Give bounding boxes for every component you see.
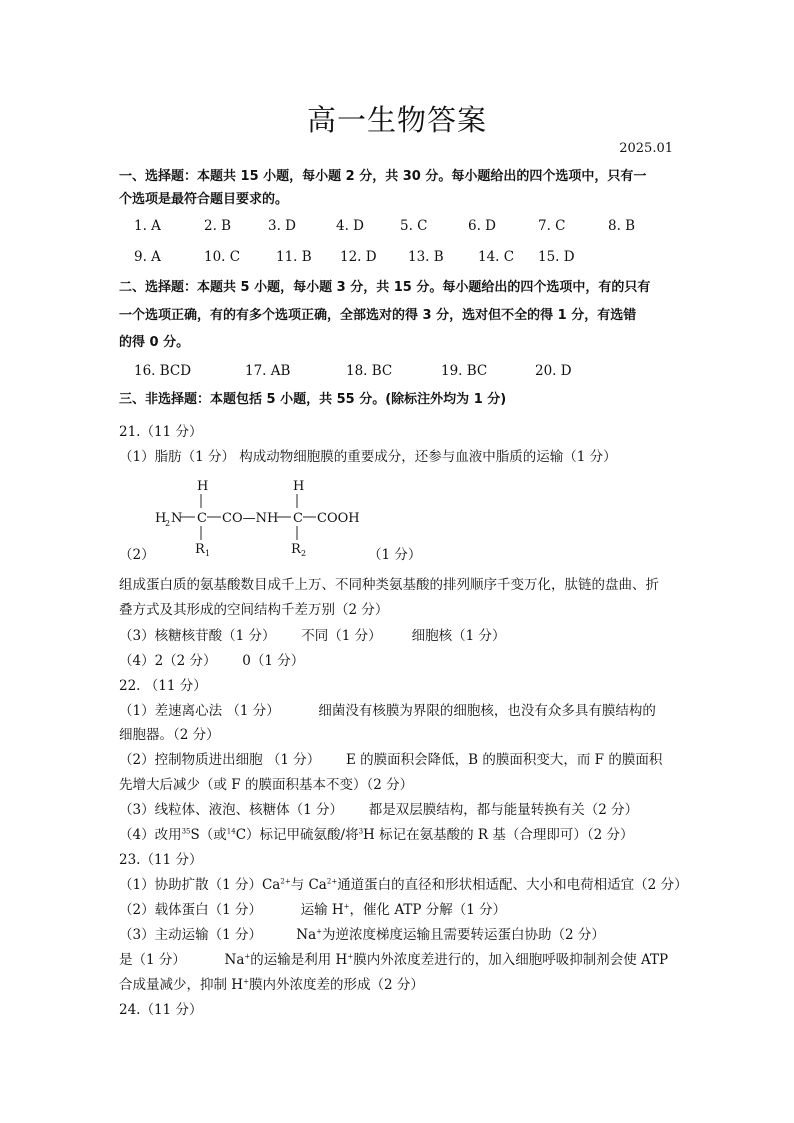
q22-part2b: 先增大后减少（或 F 的膜面积基本不变）（2 分） [119, 777, 414, 793]
answer-item: 13. B [408, 249, 444, 265]
q22-part1a: （1）差速离心法 （1 分） 细菌没有核膜为界限的细胞核，也没有众多具有膜结构的 [119, 703, 656, 719]
q23-part4a: 是（1 分） Na+的运输是利用 H+膜内外浓度差进行的，加入细胞呼吸抑制剂会使 ATP [119, 952, 669, 968]
answer-item: 7. C [538, 218, 566, 234]
q21-header: 21.（11 分） [119, 424, 203, 440]
q21-part2-text2: 叠方式及其形成的空间结构千差万别（2 分） [119, 602, 389, 618]
answer-item: 17. AB [245, 363, 291, 379]
dipeptide-structural-formula [150, 470, 390, 570]
answer-item: 20. D [535, 363, 572, 379]
exam-date: 2025.01 [619, 141, 673, 156]
answer-item: 9. A [134, 249, 161, 265]
section1-heading-line2: 个选项是最符合题目要求的。 [119, 192, 289, 207]
answer-item: 15. D [538, 249, 575, 265]
q23-part3: （3）主动运输（1 分） Na+为逆浓度梯度运输且需要转运蛋白协助（2 分） [119, 927, 605, 943]
formula-h: H [155, 511, 167, 526]
q22-part3: （3）线粒体、液泡、核糖体（1 分） 都是双层膜结构，都与能量转换有关（2 分） [119, 802, 639, 818]
formula-c1: C [197, 511, 207, 526]
q23-part2: （2）载体蛋白（1 分） 运输 H+，催化 ATP 分解（1 分） [119, 902, 507, 918]
answer-item: 10. C [204, 249, 241, 265]
answer-item: 2. B [204, 218, 232, 234]
q21-part3: （3）核糖核苷酸（1 分） 不同（1 分） 细胞核（1 分） [119, 628, 506, 644]
formula-h-top-left: H [197, 479, 209, 494]
q21-part1: （1）脂肪（1 分） 构成动物细胞膜的重要成分，还参与血液中脂质的运输（1 分） [119, 449, 617, 465]
q23-part1: （1）协助扩散（1 分）$Ca^{2+}$与 $Ca^{2+}$通道蛋白的直径和形状相适配、大小和电荷相适宜（2 分） [119, 877, 688, 893]
answer-item: 8. B [608, 218, 636, 234]
formula-h-top-right: H [293, 479, 305, 494]
formula-r2-subscript: 2 [301, 549, 307, 558]
answer-item: 4. D [336, 218, 364, 234]
section2-heading-line2: 一个选项正确，有的有多个选项正确，全部选对的得 3 分，选对但不全的得 1 分，有选错 [119, 308, 637, 323]
q21-part4: （4）2（2 分） 0（1 分） [119, 653, 305, 669]
page-title: 高一生物答案 [306, 103, 487, 137]
answer-item: 19. BC [441, 363, 488, 379]
answer-item: 6. D [468, 218, 496, 234]
q22-header: 22. （11 分） [119, 678, 207, 694]
q21-part2-score: （1 分） [368, 547, 422, 563]
section3-heading: 三、非选择题：本题包括 5 小题，共 55 分。(除标注外均为 1 分) [119, 392, 507, 407]
formula-c2: C [293, 511, 303, 526]
answer-item: 3. D [268, 218, 296, 234]
formula-h-subscript: 2 [165, 519, 171, 528]
q22-part2a: （2）控制物质进出细胞 （1 分） E 的膜面积会降低，B 的膜面积变大，而 F 的膜面积 [119, 752, 663, 768]
section2-heading-line1: 二、选择题：本题共 5 小题，每小题 3 分，共 15 分。每小题给出的四个选项中，有的只有 [119, 280, 651, 295]
q24-header: 24.（11 分） [119, 1002, 203, 1018]
answer-item: 5. C [400, 218, 428, 234]
formula-r1-subscript: 1 [205, 549, 211, 558]
q21-part2-text1: 组成蛋白质的氨基酸数目成千上万、不同种类氨基酸的排列顺序千变万化，肽链的盘曲、折 [119, 577, 659, 593]
q23-part4b: 合成量减少，抑制 H+膜内外浓度差的形成（2 分） [119, 977, 424, 993]
answer-item: 12. D [340, 249, 377, 265]
answer-item: 11. B [276, 249, 312, 265]
answer-item: 14. C [478, 249, 515, 265]
q23-header: 23.（11 分） [119, 852, 203, 868]
formula-r2: R [291, 542, 301, 557]
answer-item: 1. A [134, 218, 161, 234]
formula-n: N [171, 511, 183, 526]
formula-r1: R [195, 542, 205, 557]
section2-heading-line3: 的得 0 分。 [119, 335, 190, 350]
section1-heading-line1: 一、选择题：本题共 15 小题，每小题 2 分，共 30 分。每小题给出的四个选项中，只有一 [119, 169, 647, 184]
formula-cooh: COOH [317, 511, 360, 526]
formula-co-nh: CO—NH [222, 511, 279, 526]
answer-item: 16. BCD [134, 363, 192, 379]
q21-part2-label: （2） [119, 547, 155, 563]
q22-part4: （4）改用$^{35}$S（或$^{14}$C）标记甲硫氨酸/将$^3$H 标记在氨基酸的 R 基（合理即可）（2 分） [119, 827, 634, 843]
q22-part1b: 细胞器。（2 分） [119, 727, 220, 743]
answer-item: 18. BC [346, 363, 393, 379]
